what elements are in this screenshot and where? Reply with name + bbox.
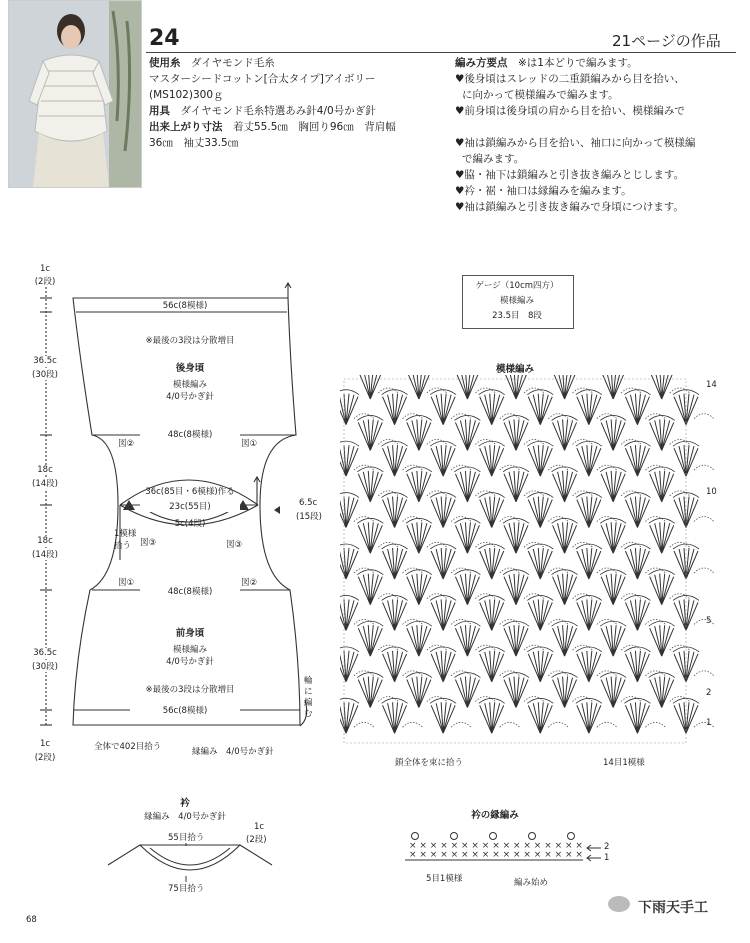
fan-stitch-motif [503,518,529,553]
fan-stitch-motif [527,493,553,528]
fan-stitch-motif [649,570,675,605]
fan-stitch-motif [382,698,408,733]
collar-stitch: 縁編み 4/0号かぎ針 [144,812,226,822]
fan-stitch-motif [454,570,480,605]
tools-label: 用具 [149,105,170,117]
fig2-left: 図② [118,439,135,449]
single-crochet-mark: × [440,850,448,860]
picot-mark [412,833,419,840]
fan-stitch-motif [357,673,383,708]
back-stitch: 模様編み [172,380,207,390]
yarn-value: ダイヤモンド毛糸 [191,57,275,69]
fan-stitch-motif [454,673,480,708]
dim-mid1: 18c [24,465,66,475]
fan-stitch-motif [600,621,626,656]
fan-stitch-motif [340,698,359,733]
fig2-right: 図② [241,578,258,588]
fan-stitch-motif [454,621,480,656]
fan-stitch-motif [503,673,529,708]
fan-stitch-motif [479,647,505,682]
front-bottom-width: 56c(8模様) [130,704,240,716]
fan-stitch-motif [624,647,650,682]
instructions-heading [455,56,638,71]
fan-stitch-motif [430,698,456,733]
fan-stitch-motif [527,441,553,476]
fan-stitch-motif [552,375,578,399]
fan-stitch-motif [503,570,529,605]
fan-stitch-motif [479,698,505,733]
row-marker-2: 2 [706,688,712,698]
fan-stitch-motif [382,441,408,476]
collar-size: 1c [254,822,265,832]
fan-stitch-motif [430,647,456,682]
fan-stitch-motif [624,544,650,579]
pattern-chart [340,375,720,750]
fan-stitch-motif [406,415,432,450]
fan-stitch-motif [430,595,456,630]
back-hook: 4/0号かぎ針 [166,392,214,402]
fan-stitch-motif [527,544,553,579]
fan-stitch-motif [649,518,675,553]
chain-arc [403,722,423,727]
single-crochet-mark: × [513,841,521,851]
chain-arc [597,722,617,727]
yarn-line2: マスターシードコットン[合太タイプ]アイボリー [149,73,376,85]
single-crochet-mark: × [461,850,469,860]
fan-stitch-motif [624,441,650,476]
fan-stitch-motif [649,375,675,399]
fan-stitch-motif [673,647,699,682]
watermark-text: 下雨天手工 [638,900,708,916]
fan-stitch-motif [576,647,602,682]
single-crochet-mark: × [533,841,542,851]
single-crochet-mark: × [575,850,583,860]
chain-arc [548,722,568,727]
dim-back-rows: (30段) [24,368,66,380]
fan-stitch-motif [552,621,578,656]
dim-front-rows: (30段) [24,660,66,672]
picot-mark [568,833,575,840]
instruction-line: ♥袖は鎖編みから目を拾い、袖口に向かって模様編 [455,137,696,149]
yarn-label: 使用糸 [149,57,181,69]
instruction-line: ♥衿・裾・袖口は縁編みを編みます。 [455,185,632,197]
dim-bottom-2dan: (2段) [34,753,56,763]
fan-stitch-motif [406,518,432,553]
fan-stitch-motif [340,441,359,476]
single-crochet-mark: × [461,841,469,851]
page-number-heading: 24 [149,26,180,51]
single-crochet-mark: × [450,841,459,851]
ring-knit-note: 輪に編む [304,676,313,719]
fan-stitch-motif [600,375,626,399]
single-crochet-mark: × [513,850,521,860]
fan-stitch-motif [479,390,505,425]
fan-stitch-motif [600,673,626,708]
fan-stitch-motif [600,415,626,450]
fig1-right: 図① [241,439,258,449]
dim-bottom-1c: 1c [39,739,51,749]
fan-stitch-motif [527,595,553,630]
fan-stitch-motif [340,544,359,579]
fan-stitch-motif [430,441,456,476]
chain-arc [354,722,374,727]
single-crochet-mark: × [409,850,417,860]
picot-mark [490,833,497,840]
fan-stitch-motif [479,595,505,630]
collar-pick-bottom: 75目拾う [168,884,205,894]
chain-note: 鎖全体を束に拾う [395,758,464,768]
single-crochet-mark: × [429,850,438,860]
fan-stitch-motif [503,467,529,502]
single-crochet-mark: × [554,841,563,851]
fan-stitch-motif [406,570,432,605]
row-marker-5: 5 [706,616,712,626]
marker-triangle [274,506,280,514]
collar-edge-row2: 2 [604,842,610,852]
fan-stitch-motif [382,390,408,425]
fan-stitch-motif [479,544,505,579]
reference-text: 21ページの作品 [612,32,721,50]
dim-back-length: 36.5c [24,356,66,366]
fan-stitch-motif [552,673,578,708]
fan-stitch-motif [649,415,675,450]
fan-stitch-motif [479,441,505,476]
fan-stitch-motif [576,544,602,579]
fan-stitch-motif [503,621,529,656]
chain-arc [694,568,714,573]
model-photo-drawing [9,1,141,187]
fan-stitch-motif [600,570,626,605]
single-crochet-mark: × [492,841,500,851]
fan-stitch-motif [340,493,359,528]
fan-stitch-motif [527,390,553,425]
chain-arc [451,722,471,727]
single-crochet-mark: × [544,841,552,851]
dim-mid2-rows: (14段) [24,548,66,560]
fan-stitch-motif [454,375,480,399]
header-rule [146,52,736,53]
fan-stitch-motif [382,647,408,682]
neck-side: 6.5c [299,498,318,508]
pattern-repeat: 14目1模様 [603,758,645,768]
fan-stitch-motif [340,595,359,630]
neck-inner-width: 23c(55目) [140,500,240,512]
single-crochet-mark: × [450,850,459,860]
instructions-title: 編み方要点 [455,57,508,69]
back-top-width: 56c(8模様) [130,299,240,311]
chain-arc [645,722,665,727]
gauge-stitch: 模様編み [499,296,534,306]
collar-rows: (2段) [246,835,267,845]
fan-stitch-motif [340,390,359,425]
wechat-icon [608,896,630,912]
fan-stitch-motif [430,390,456,425]
front-note: ※最後の3段は分散増目 [145,685,235,695]
neck-width: 36c(85目・6模様)作る [145,487,235,497]
fan-stitch-motif [624,493,650,528]
size-line2: 36㎝ 袖丈33.5㎝ [149,137,239,149]
collar-edge-start: 編み始め [514,878,549,888]
fig3-left: 図③ [140,538,157,548]
fan-stitch-motif [600,467,626,502]
yarn-line3: (MS102)300ｇ [149,89,224,101]
fan-stitch-motif [576,595,602,630]
single-crochet-mark: × [429,841,438,851]
fan-stitch-motif [527,647,553,682]
single-crochet-mark: × [575,841,583,851]
fan-stitch-motif [576,698,602,733]
collar-pick-top: 55目拾う [168,833,205,843]
fan-stitch-motif [576,493,602,528]
chain-arc [500,722,520,727]
instruction-line: に向かって模様編みで編みます。 [462,89,619,101]
fan-stitch-motif [406,375,432,399]
chain-arc [694,465,714,470]
fan-stitch-motif [357,415,383,450]
fan-stitch-motif [503,415,529,450]
chain-arc [694,671,714,676]
front-stitch: 模様編み [172,645,207,655]
fan-stitch-motif [357,467,383,502]
fan-stitch-motif [406,673,432,708]
fan-stitch-motif [552,415,578,450]
back-note: ※最後の3段は分散増目 [145,336,235,346]
chain-arc [694,414,714,419]
instructions-note: ※は1本どりで編みます。 [518,57,638,69]
fan-stitch-motif [430,544,456,579]
single-crochet-mark: × [554,850,563,860]
neck-depth: 5c(4段) [174,519,206,529]
single-crochet-mark: × [492,850,500,860]
dim-top-2dan: (2段) [34,277,56,287]
single-crochet-mark: × [481,841,490,851]
row-marker-10: 10 [706,487,717,497]
single-crochet-mark: × [419,841,427,851]
fan-stitch-motif [576,441,602,476]
fan-stitch-motif [357,570,383,605]
fan-stitch-motif [649,673,675,708]
fan-stitch-motif [454,467,480,502]
single-crochet-mark: × [502,850,511,860]
single-crochet-mark: × [523,841,531,851]
row-marker-14: 14 [706,380,717,390]
fan-stitch-motif [600,518,626,553]
front-title: 前身頃 [175,628,205,639]
instruction-line: ♥脇・袖下は鎖編みと引き抜き編みとじします。 [455,169,685,181]
fan-stitch-motif [649,467,675,502]
single-crochet-mark: × [481,850,490,860]
fan-stitch-motif [552,518,578,553]
back-waist-width: 48c(8模様) [140,428,240,440]
edge-stitch: 縁編み 4/0号かぎ針 [192,747,274,757]
fan-stitch-motif [340,647,359,682]
materials-yarn [149,56,275,71]
fan-stitch-motif [624,390,650,425]
fan-stitch-motif [406,467,432,502]
fan-stitch-motif [406,621,432,656]
collar-edge-title: 衿の縁編み [471,810,519,821]
single-crochet-mark: × [533,850,542,860]
fan-stitch-motif [382,493,408,528]
fan-stitch-motif [576,390,602,425]
single-crochet-mark: × [565,841,573,851]
fan-stitch-motif [382,595,408,630]
model-photo [8,0,142,188]
fan-stitch-motif [479,493,505,528]
picot-mark [451,833,458,840]
dim-mid2: 18c [24,536,66,546]
dim-front-length: 36.5c [24,648,66,658]
pattern-chart-title: 模様編み [495,364,534,375]
neck-side-rows: (15段) [296,512,322,522]
chain-arc [694,517,714,522]
instruction-line: ♥袖は鎖編みと引き抜き編みで身頃につけます。 [455,201,684,213]
dim-mid1-rows: (14段) [24,477,66,489]
collar-edge-chart [405,828,615,868]
picot-mark [529,833,536,840]
single-crochet-mark: × [544,850,552,860]
body-schematic [0,255,345,775]
single-crochet-mark: × [565,850,573,860]
single-crochet-mark: × [471,850,479,860]
fan-stitch-motif [503,375,529,399]
single-crochet-mark: × [471,841,479,851]
dim-top-1c: 1c [39,264,51,274]
fan-stitch-motif [527,698,553,733]
single-crochet-mark: × [409,841,417,851]
collar-edge-repeat: 5目1模様 [426,874,463,884]
fan-stitch-motif [673,698,699,733]
fan-stitch-motif [430,493,456,528]
row-marker-1: 1 [706,718,712,728]
front-hook: 4/0号かぎ針 [166,657,214,667]
fan-stitch-motif [552,570,578,605]
pickup-note: 1模様拾う [114,529,137,551]
instruction-line: で編みます。 [462,153,525,165]
gauge-value: 23.5目 8段 [492,311,542,321]
single-crochet-mark: × [502,841,511,851]
single-crochet-mark: × [419,850,427,860]
materials-tools [149,104,376,119]
fan-stitch-motif [357,518,383,553]
single-crochet-mark: × [523,850,531,860]
materials-size [149,120,396,135]
gauge-title: ゲージ（10cm四方） [475,281,559,291]
fig3-right: 図③ [226,540,243,550]
fan-stitch-motif [624,595,650,630]
size-value: 着丈55.5㎝ 胸回り96㎝ 背肩幅 [233,121,396,133]
single-crochet-mark: × [440,841,448,851]
fan-stitch-motif [454,518,480,553]
fan-stitch-motif [649,621,675,656]
back-title: 後身頃 [175,363,205,374]
fig1-left: 図① [118,578,135,588]
fan-stitch-motif [357,375,383,399]
tools-value: ダイヤモンド毛糸特選あみ針4/0号かぎ針 [180,105,376,117]
fan-stitch-motif [552,467,578,502]
fan-stitch-motif [357,621,383,656]
instruction-line: ♥前身頃は後身頃の肩から目を拾い、模様編みで [455,105,685,117]
collar-title: 衿 [180,798,190,809]
front-waist-width: 48c(8模様) [140,585,240,597]
collar-edge-row1: 1 [604,853,610,863]
fan-stitch-motif [454,415,480,450]
pickup-total: 全体で402目拾う [94,742,162,752]
size-label: 出来上がり寸法 [149,121,223,133]
instruction-line: ♥後身頃はスレッドの二重鎖編みから目を拾い、 [455,73,685,85]
fan-stitch-motif [382,544,408,579]
fan-stitch-motif [624,698,650,733]
footer-page-number: 68 [26,915,37,925]
